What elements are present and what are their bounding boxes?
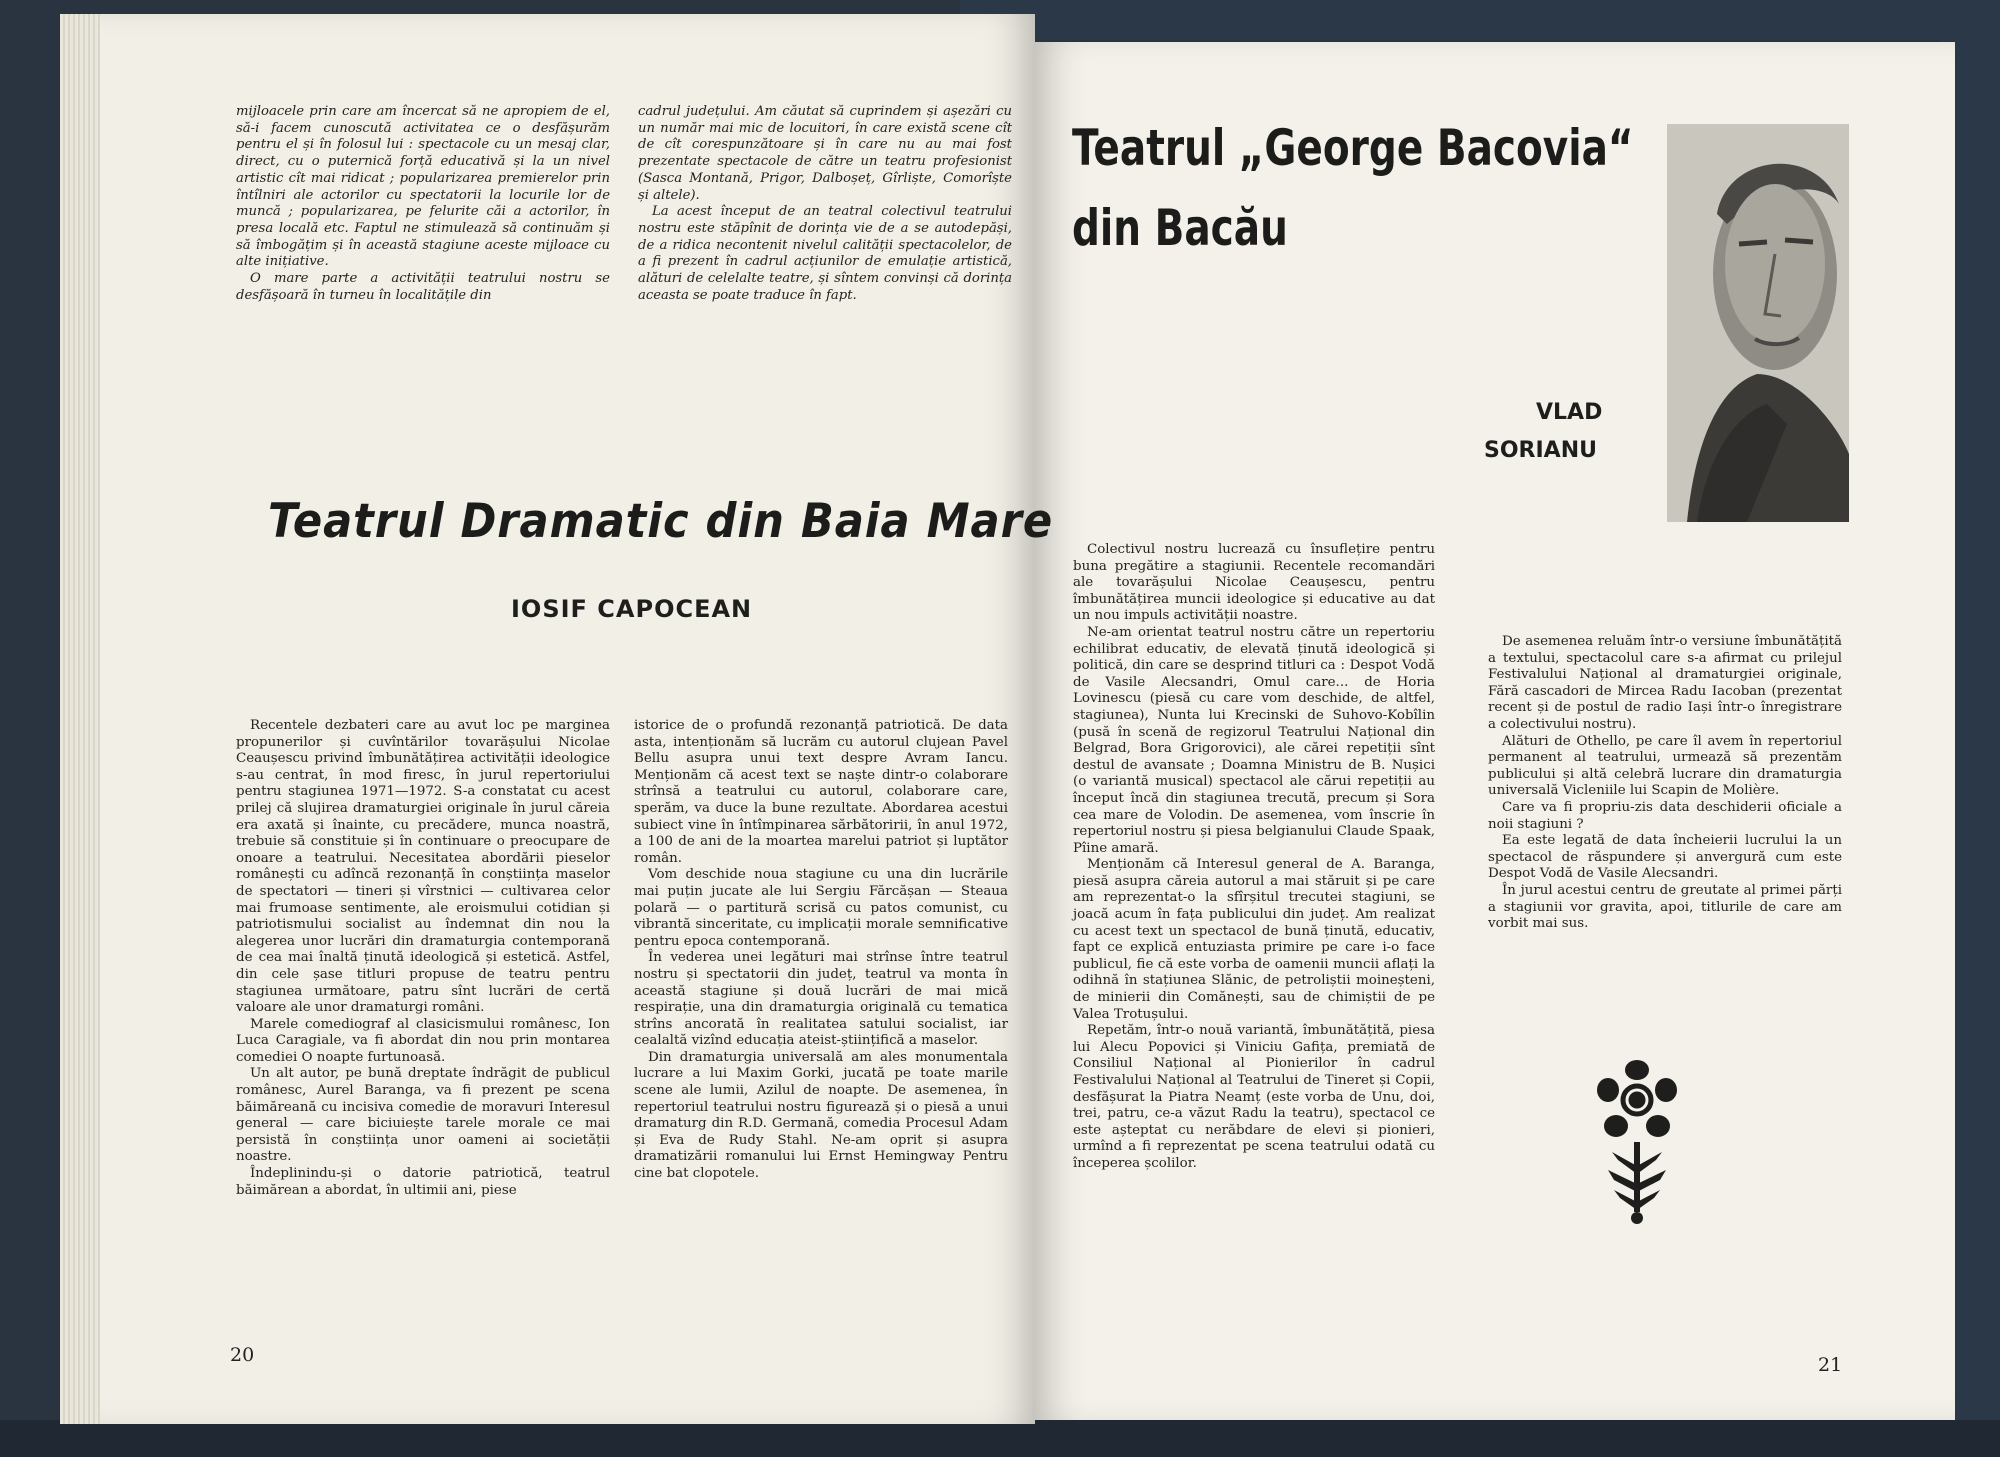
author-last-name: SORIANU — [1484, 438, 1597, 463]
paragraph: cadrul județului. Am căutat să cuprindem și așezări cu un număr mai mic de locuitori, în care există scene cît de cît corespunzătoare și în care nu au mai fost prezentate spectacole de către un teatru profesionist (Sasca Montană, Prigor, Dalboșeț, Gîrliște, Comorîște și altele). — [638, 104, 1012, 203]
bacau-column-2 — [1488, 634, 1842, 933]
paragraph: Care va fi propriu-zis data deschiderii oficiale a noii stagiuni ? — [1488, 799, 1842, 832]
paragraph: O mare parte a activității teatrului nostru se desfășoară în turneu în localitățile din — [236, 271, 610, 303]
paragraph: În vederea unei legături mai strînse între teatrul nostru și spectatorii din județ, teatrul va monta în această stagiune și două lucrări de mai mică respirație, una din dramaturgia originală cu tematica strîns ancorată în realitatea satului socialist, iar cealaltă vizînd educația ateist-științifică a maselor. — [634, 950, 1008, 1049]
author-portrait-photo — [1667, 124, 1849, 522]
folk-flower-ornament-icon — [1594, 1056, 1680, 1226]
page-number-left: 20 — [230, 1344, 255, 1366]
page-number-right: 21 — [1818, 1354, 1843, 1376]
paragraph: În jurul acestui centru de greutate al primei părți a stagiunii vor gravita, apoi, titlurile de care am vorbit mai sus. — [1488, 882, 1842, 932]
page-stack-edge — [60, 14, 100, 1424]
paragraph: Un alt autor, pe bună dreptate îndrăgit de publicul românesc, Aurel Baranga, va fi prezent pe scena băimăreană cu incisiva comedie de moravuri Interesul general — care biciuiește tarele morale ce mai persistă în conștiința unor oameni ai societății noastre. — [236, 1066, 610, 1165]
paragraph: Vom deschide noua stagiune cu una din lucrările mai puțin jucate ale lui Sergiu Fărcășan — Steaua polară — o partitură scrisă cu patos comunist, cu vibrantă sinceritate, cu implicații morale semnificative pentru epoca contemporană. — [634, 867, 1008, 949]
paragraph: Alături de Othello, pe care îl avem în repertoriul permanent al teatrului, urmează să prezentăm publicului și altă celebră lucrare din dramaturgia universală Vicleniile lui Scapin de Molière. — [1488, 733, 1842, 799]
author-first-name: VLAD — [1536, 400, 1603, 425]
paragraph: Colectivul nostru lucrează cu însuflețire pentru buna pregătire a stagiunii. Recentele recomandări ale tovarășului Nicolae Ceaușescu, pentru îmbunătățirea muncii ideologice și educative au dat un nou impuls activității noastre. — [1073, 542, 1435, 624]
paragraph: Îndeplinindu-și o datorie patriotică, teatrul băimărean a abordat, în ultimii ani, piese — [236, 1166, 610, 1198]
bacau-column-1 — [1073, 542, 1435, 1173]
article-title-baia-mare: Teatrul Dramatic din Baia Mare — [268, 494, 1054, 549]
article-title-bacau — [1072, 108, 1634, 268]
title-line-2: din Bacău — [1072, 199, 1288, 257]
paragraph: Menționăm că Interesul general de A. Baranga, piesă asupra căreia autorul a mai stăruit și pe care am reprezentat-o la sfîrșitul trecutei stagiuni, se joacă acum în fața publicului din județ. Am realizat cu acest text un spectacol de bună ținută, educativ, fapt ce explică entuziasta primire pe care i-o face publicul, fie că este vorba de oamenii muncii aflați la odihnă în stațiunea Slănic, de petroliștii moineșteni, de minierii din Comănești, sau de chimiștii de pe Valea Trotușului. — [1073, 857, 1435, 1022]
title-line-1: Teatrul „George Bacovia“ — [1072, 119, 1634, 177]
paragraph: De asemenea reluăm într-o versiune îmbunătățită a textului, spectacolul care s-a afirmat cu prilejul Festivalului Național al dramaturgiei originale, Fără cascadori de Mircea Radu Iacoban (prezentat recent și de postul de radio Iași într-o înregistrare a colectivului nostru). — [1488, 634, 1842, 732]
paragraph: Recentele dezbateri care au avut loc pe marginea propunerilor și cuvîntărilor tovarășului Nicolae Ceaușescu privind îmbunătățirea activității ideologice s-au centrat, în mod firesc, în jurul repertoriului pentru stagiunea 1971—1972. S-a constatat cu acest prilej că slujirea dramaturgiei originale în jurul căreia era axată și înainte, cu precădere, munca noastră, trebuie să constituie și în continuare o preocupare de onoare a teatrului. Necesitatea abordării pieselor românești cu adîncă rezonanță în conștiința maselor de spectatori — tineri și vîrstnici — cultivarea celor mai frumoase sentimente, ale eroismului cotidian și patriotismului socialist au îndemnat din nou la alegerea unor lucrări din dramaturgia contemporană de cea mai înaltă ținută ideologică și estetică. Astfel, din cele șase titluri propuse de teatru pentru stagiunea următoare, patru sînt lucrări de certă valoare ale unor dramaturgi români. — [236, 718, 610, 1016]
article-column-1 — [236, 718, 610, 1199]
book-cover-bottom — [0, 1420, 2000, 1457]
continuation-column-1 — [236, 104, 610, 304]
book-cover-top — [960, 0, 2000, 40]
paragraph: Din dramaturgia universală am ales monumentala lucrare a lui Maxim Gorki, jucată pe toate marile scene ale lumii, Azilul de noapte. De asemenea, în repertoriul teatrului nostru figurează și o piesă a unui dramaturg din R.D. Germană, comedia Procesul Adam și Eva de Rudy Stahl. Ne-am oprit și asupra dramatizării romanului lui Ernst Hemingway Pentru cine bat clopotele. — [634, 1049, 1008, 1182]
portrait-illustration — [1667, 124, 1849, 522]
paragraph: La acest început de an teatral colectivul teatrului nostru este stăpînit de dorința vie de a se autodepăși, de a ridica necontenit nivelul calității spectacolelor, de a fi prezent în cadrul acțiunilor de emulație artistică, alături de celelalte teatre, și sîntem convinși că dorința aceasta se poate traduce în fapt. — [638, 204, 1012, 303]
paragraph: istorice de o profundă rezonanță patriotică. De data asta, intenționăm să lucrăm cu autorul clujean Pavel Bellu asupra unui text despre Avram Iancu. Menționăm că acest text se naște dintr-o colaborare strînsă a teatrului cu autorul, colaborare care, sperăm, va duce la bune rezultate. Abordarea acestui subiect vine în întîmpinarea sărbătoririi, în anul 1972, a 100 de ani de la moartea marelui patriot și luptător român. — [634, 718, 1008, 866]
paragraph: mijloacele prin care am încercat să ne apropiem de el, să-i facem cunoscută activitatea ce o desfășurăm pentru el și în folosul lui : spectacole cu un mesaj clar, direct, cu o puternică forță educativă și la un nivel artistic cît mai ridicat ; popularizarea premierelor prin întîlniri ale actorilor cu spectatorii la locurile lor de muncă ; popularizarea, pe felurite căi a actorilor, în presa locală etc. Faptul ne stimulează să continuăm și să îmbogățim și în această stagiune aceste mijloace cu alte inițiative. — [236, 104, 610, 270]
paragraph: Ne-am orientat teatrul nostru către un repertoriu echilibrat educativ, de elevată ținută ideologică și politică, din care se desprind titluri ca : Despot Vodă de Vasile Alecsandri, Omul care... de Horia Lovinescu (piesă cu care vom deschide, de altfel, stagiunea), Nunta lui Krecinski de Suhovo-Kobîlin (pusă în scenă de regizorul Teatrului Național din Belgrad, Bora Grigorovici), ale cărei repetiții sînt destul de avansate ; Doamna Ministru de B. Nușici (o variantă musical) spectacol ale cărui repetiții au început încă din stagiunea trecută, precum și Sora cea mare de Volodin. De asemenea, vom înscrie în repertoriul nostru și piesa belgianului Claude Spaak, Pîine amară. — [1073, 624, 1435, 856]
paragraph: Repetăm, într-o nouă variantă, îmbunătățită, piesa lui Alecu Popovici și Viniciu Gafița, premiată de Consiliul Național al Pionierilor în cadrul Festivalului Național al Teatrului de Tineret și Copii, desfășurat la Piatra Neamț (este vorba de Unu, doi, trei, patru, ce-a văzut Radu la teatru), spectacol ce este așteptat cu nerăbdare de elevi și pionieri, urmînd a fi reprezentat pe scena teatrului odată cu începerea școlilor. — [1073, 1023, 1435, 1171]
continuation-column-2 — [638, 104, 1012, 304]
article-author: IOSIF CAPOCEAN — [511, 595, 753, 623]
paragraph: Ea este legată de data încheierii lucrului la un spectacol de răspundere și anvergură cum este Despot Vodă de Vasile Alecsandri. — [1488, 833, 1842, 882]
article-column-2 — [634, 718, 1008, 1183]
paragraph: Marele comediograf al clasicismului românesc, Ion Luca Caragiale, va fi abordat din nou prin montarea comediei O noapte furtunoasă. — [236, 1016, 610, 1065]
